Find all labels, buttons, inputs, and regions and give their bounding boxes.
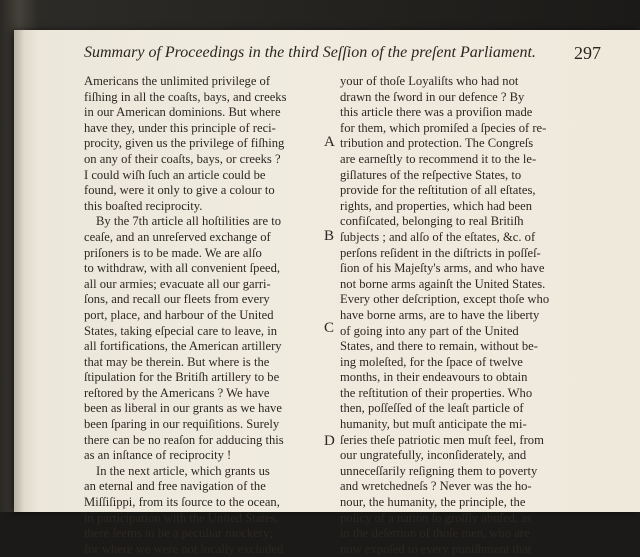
text-line: on any of their coaſts, bays, or creeks ?: [84, 151, 281, 166]
text-line: been as liberal in our grants as we have: [84, 401, 282, 416]
text-line: there can be no reaſon for adducing this: [84, 432, 284, 447]
page-gutter-shadow: [14, 30, 24, 512]
text-line: In the next article, which grants us: [96, 463, 270, 478]
text-line: not borne arms againſt the United States.: [340, 276, 546, 291]
text-line: States, and there to remain, without be-: [340, 339, 538, 354]
text-line: Miſſiſippi, from its ſource to the ocean,: [84, 495, 280, 510]
text-line: ſons, and recall our fleets from every: [84, 292, 270, 307]
margin-letter-d: D: [324, 433, 335, 449]
text-line: this article there was a proviſion made: [340, 105, 533, 120]
page-number: 297: [574, 43, 601, 63]
text-line: fiſhing in all the coaſts, bays, and creeks: [84, 89, 287, 104]
text-line: rights, and properties, which had been: [340, 198, 532, 213]
text-line: an eternal and free navigation of the: [84, 479, 266, 494]
text-line: for them, which promiſed a ſpecies of re-: [340, 120, 547, 135]
text-line: in the deſertion of thoſe men, who are: [340, 526, 530, 541]
text-line: States, taking eſpecial care to leave, in: [84, 323, 278, 338]
text-line: then, poſſeſſed of the leaſt particle of: [340, 401, 524, 416]
text-line: for where we were not locally excluded: [84, 541, 284, 556]
text-line: to withdraw, with all convenient ſpeed,: [84, 261, 281, 276]
margin-letter-b: B: [324, 228, 335, 244]
text-line: this boaſted reciprocity.: [84, 198, 203, 213]
text-line: priſoners is to be made. We are alſo: [84, 245, 262, 260]
book-page: [14, 30, 640, 556]
left-column: [84, 74, 324, 557]
text-line: ſubjects ; and alſo of the eſtates, &c. of: [340, 229, 536, 244]
text-line: giſlatures of the reſpective States, to: [340, 167, 522, 182]
text-line: now expoſed to every puniſhment that: [340, 541, 532, 556]
margin-letter-a: A: [324, 134, 335, 150]
text-line: perſons reſident in the diſtricts in poſſeſ-: [340, 245, 541, 260]
text-line: found, were it only to give a colour to: [84, 183, 275, 198]
text-line: port, place, and harbour of the United: [84, 307, 274, 322]
text-line: Every other deſcription, except thoſe who: [340, 292, 550, 307]
text-line: policy of a nation ſo groſſly abuſed, as: [340, 510, 532, 525]
margin-letter-c: C: [324, 320, 335, 336]
text-line: nour, the humanity, the principle, the: [340, 495, 526, 510]
text-line: reſtored by the Americans ? We have: [84, 385, 270, 400]
text-line: ceaſe, and an unreſerved exchange of: [84, 229, 271, 244]
text-line: I could wiſh ſuch an article could be: [84, 167, 266, 182]
text-line: unneceſſarily reſigning them to poverty: [340, 463, 538, 478]
text-line: By the 7th article all hoſtilities are to: [96, 214, 282, 229]
text-line: have they, under this principle of reci-: [84, 120, 276, 135]
text-line: procity, given us the privilege of fiſhing: [84, 136, 285, 151]
text-line: our ungratefully, inconſiderately, and: [340, 448, 527, 463]
text-line: ſeries theſe patriotic men muſt feel, from: [340, 432, 544, 447]
text-line: been ſparing in our requiſitions. Surely: [84, 417, 280, 432]
right-column: [340, 74, 614, 557]
text-line: ſtipulation for the Britiſh artillery to be: [84, 370, 280, 385]
text-line: humanity, but muſt anticipate the mi-: [340, 417, 527, 432]
text-line: months, in their endeavours to obtain: [340, 370, 528, 385]
text-line: and wretchedneſs ? Never was the ho-: [340, 479, 532, 494]
text-line: there ſeems to be a peculiar mockery;: [84, 526, 273, 541]
text-line: are earneſtly to recommend it to the le-: [340, 151, 537, 166]
text-line: have borne arms, are to have the liberty: [340, 307, 540, 322]
text-line: tribution and protection. The Congreſs: [340, 136, 534, 151]
text-line: your of thoſe Loyaliſts who had not: [340, 74, 519, 88]
text-line: drawn the ſword in our defence ? By: [340, 89, 525, 104]
text-line: in participation with the United States,: [84, 510, 279, 525]
text-line: ing moleſted, for the ſpace of twelve: [340, 354, 523, 369]
text-line: as an inſtance of reciprocity !: [84, 448, 232, 463]
text-line: that may be therein. But where is the: [84, 354, 270, 369]
text-line: all our armies; evacuate all our garri-: [84, 276, 271, 291]
text-line: confiſcated, belonging to real Britiſh: [340, 214, 524, 229]
text-line: provide for the reſtitution of all eſtates,: [340, 183, 536, 198]
text-line: of going into any part of the United: [340, 323, 519, 338]
text-line: all fortifications, the American artillery: [84, 339, 282, 354]
text-line: ſion of his Majeſty's arms, and who have: [340, 261, 545, 276]
text-line: the reſtitution of their properties. Who: [340, 385, 533, 400]
text-line: Americans the unlimited privilege of: [84, 74, 271, 88]
running-header: Summary of Proceedings in the third Seſſion of the preſent Parliament.: [84, 44, 536, 61]
text-line: in our American dominions. But where: [84, 105, 281, 120]
